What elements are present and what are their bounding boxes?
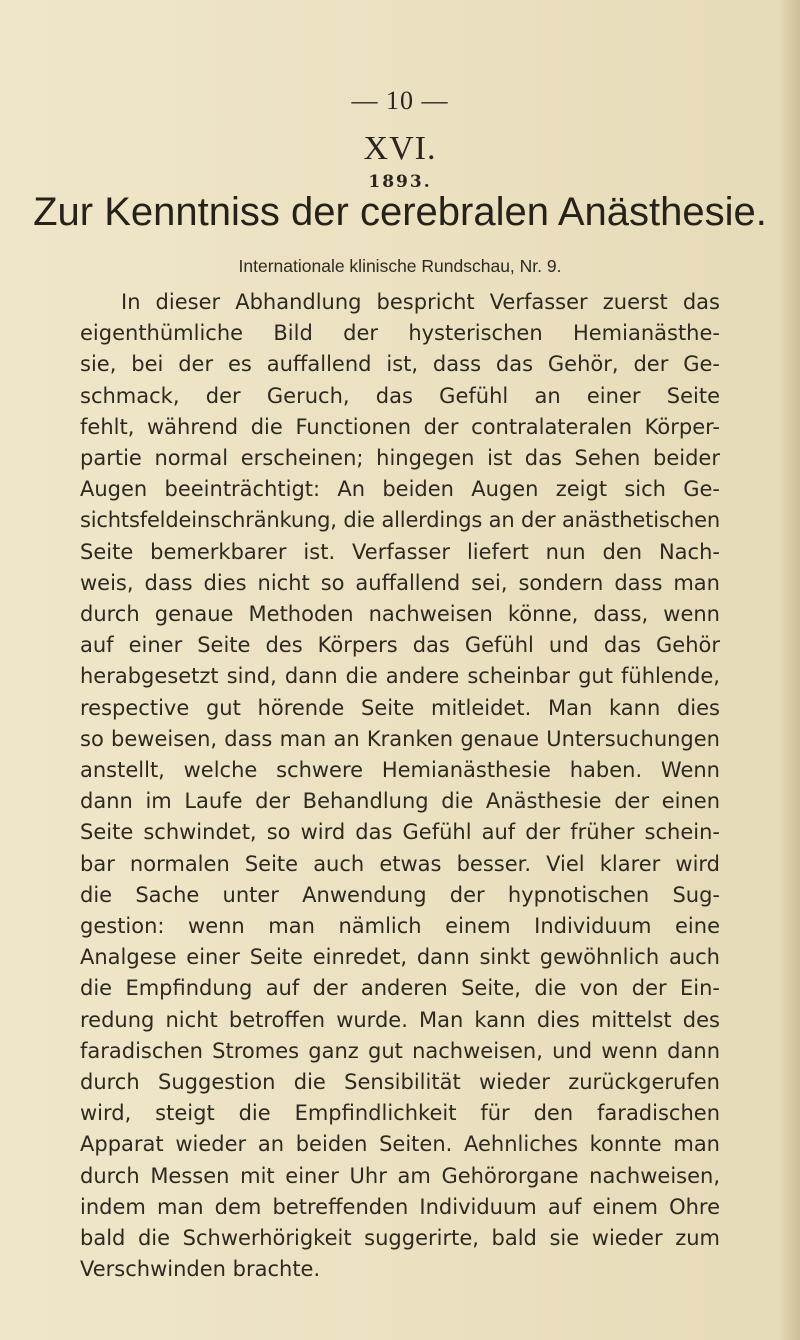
source-citation: Internationale klinische Rundschau, Nr. 9. [238,256,562,276]
body-line: partie normal erscheinen; hingegen ist das Sehen beider [80,446,720,471]
body-line: Seite bemerkbarer ist. Verfasser liefert nun den Nach- [80,539,720,564]
body-line: respective gut hörende Seite mitleidet. Man kann dies [80,695,720,720]
body-line: durch genaue Methoden nachweisen könne, dass, wenn [80,602,720,627]
body-line: indem man dem betreffenden Individuum auf einem Ohre [80,1194,720,1219]
body-line: sie, bei der es auffallend ist, dass das Gehör, der Ge- [80,352,720,377]
body-line: anstellt, welche schwere Hemianästhesie haben. Wenn [80,758,720,783]
section-numeral: XVI. [363,130,437,167]
body-line: sichtsfeldeinschränkung, die allerdings an der anästhetischen [80,508,720,533]
body-line: durch Messen mit einer Uhr am Gehörorgane nachweisen, [80,1163,720,1188]
body-line: schmack, der Geruch, das Gefühl an einer Seite [80,383,720,408]
body-line: die Sache unter Anwendung der hypnotischen Sug- [80,882,720,907]
body-line: Apparat wieder an beiden Seiten. Aehnliches konnte man [80,1132,720,1157]
body-line: Seite schwindet, so wird das Gefühl auf der früher schein- [80,820,720,845]
publication-year: 1893. [368,172,432,192]
body-line: die Empfindung auf der anderen Seite, die von der Ein- [80,976,720,1001]
body-line: gestion: wenn man nämlich einem Individuum eine [80,914,720,939]
body-line: herabgesetzt sind, dann die andere scheinbar gut fühlende, [80,664,720,689]
body-line: fehlt, während die Functionen der contralateralen Körper- [80,414,720,439]
body-line: wird, steigt die Empfindlichkeit für den faradischen [80,1101,720,1126]
article-body [80,287,720,1286]
body-line: faradischen Stromes ganz gut nachweisen, und wenn dann [80,1038,720,1063]
body-line: redung nicht betroffen wurde. Man kann dies mittelst des [80,1007,720,1032]
body-line: dann im Laufe der Behandlung die Anästhesie der einen [80,789,720,814]
page-number: — 10 — [351,86,449,115]
body-line: bar normalen Seite auch etwas besser. Viel klarer wird [80,851,720,876]
article-title: Zur Kenntniss der cerebralen Anästhesie. [33,190,767,234]
body-line: eigenthümliche Bild der hysterischen Hemianästhe- [80,321,720,346]
body-line: weis, dass dies nicht so auffallend sei, sondern dass man [80,570,720,595]
body-line: Augen beeinträchtigt: An beiden Augen zeigt sich Ge- [80,477,720,502]
body-line: durch Suggestion die Sensibilität wieder zurückgerufen [80,1070,720,1095]
body-line: bald die Schwerhörigkeit suggerirte, bald sie wieder zum [80,1226,720,1251]
body-line: In dieser Abhandlung bespricht Verfasser zuerst das [121,290,720,314]
body-line: Analgese einer Seite einredet, dann sinkt gewöhnlich auch [80,945,720,970]
body-line-last: Verschwinden brachte. [80,1257,321,1282]
body-line: so beweisen, dass man an Kranken genaue Untersuchungen [80,726,720,751]
body-line: auf einer Seite des Körpers das Gefühl und das Gehör [80,633,720,658]
